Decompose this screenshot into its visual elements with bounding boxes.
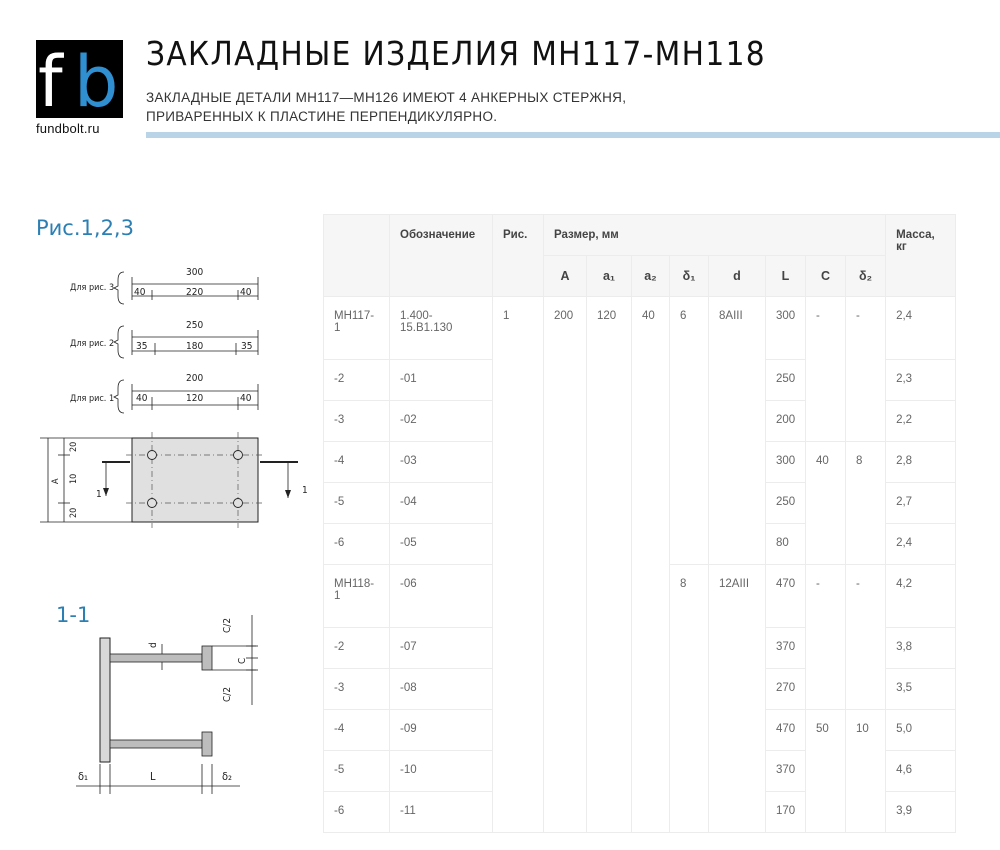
header-mass [886,215,956,297]
cut-mark-right: 1 [302,485,308,496]
cell-L: 470 [766,710,806,751]
cell-designation: -04 [390,483,493,524]
cell-designation: -11 [390,792,493,833]
cell-designation: -02 [390,401,493,442]
cell-mass: 2,4 [886,524,956,565]
cell-designation: 1.400-15.В1.130 [390,297,493,360]
cell-mark: -6 [324,792,390,833]
cell-delta2: 10 [846,710,886,833]
cell-designation: -05 [390,524,493,565]
dim-right-fig2: 35 [241,341,253,352]
cell-L: 200 [766,401,806,442]
anchor-hole [148,499,157,508]
cell-mark: МН117-1 [324,297,390,360]
table-row [324,297,956,360]
section-rod [110,740,202,748]
cell-mark: -6 [324,524,390,565]
cell-mark: -3 [324,401,390,442]
cell-mass: 2,4 [886,297,956,360]
cell-a1: 120 [587,297,632,833]
subtitle-line-2: ПРИВАРЕННЫХ К ПЛАСТИНЕ ПЕРПЕНДИКУЛЯРНО. [146,109,498,124]
table-header-row [324,215,956,256]
dim-mid-fig1: 120 [186,393,204,404]
header-mass-line2: кг [896,241,907,253]
header-size: Размер, мм [544,215,886,256]
cut-mark-left: 1 [96,489,102,500]
logo-caption[interactable]: fundbolt.ru [36,121,100,136]
logo-letter-f: f [38,41,63,118]
cell-delta2: - [846,297,886,442]
cell-designation: -03 [390,442,493,483]
cell-designation: -07 [390,628,493,669]
cell-d: 8AIII [709,297,766,565]
section-c: С [237,657,248,664]
cell-L: 250 [766,483,806,524]
rod-washer [202,646,212,670]
cell-mass: 4,6 [886,751,956,792]
cell-A: 200 [544,297,587,833]
cell-mass: 3,5 [886,669,956,710]
section-delta1: δ₁ [78,770,89,783]
cell-L: 470 [766,565,806,628]
dim-total-fig1: 200 [186,373,204,384]
cell-C: 40 [806,442,846,565]
cell-mark: -2 [324,628,390,669]
section-plate [100,638,110,762]
dim-right-fig3: 40 [240,287,252,298]
cell-designation: -10 [390,751,493,792]
spec-table [323,214,956,833]
technical-drawing [0,0,320,850]
plan-dim-top: 20 [69,441,79,452]
cell-mark: -3 [324,669,390,710]
cell-delta1: 8 [670,565,709,833]
cell-delta1: 6 [670,297,709,565]
cell-L: 250 [766,360,806,401]
dim-label-fig2: Для рис. 2 [70,339,115,349]
dim-left-fig1: 40 [136,393,148,404]
cell-L: 300 [766,442,806,483]
section-delta2: δ₂ [222,770,233,783]
cell-a2: 40 [632,297,670,833]
cell-mass: 2,7 [886,483,956,524]
plan-dim-mid: 10 [69,473,79,484]
cell-L: 170 [766,792,806,833]
dim-left-fig2: 35 [136,341,148,352]
header-L: L [766,256,806,297]
cell-designation: -08 [390,669,493,710]
header-delta2: δ₂ [846,256,886,297]
section-rod [110,654,202,662]
cell-designation: -06 [390,565,493,628]
cell-L: 300 [766,297,806,360]
cell-mass: 2,3 [886,360,956,401]
section-l: L [150,770,156,783]
header-d: d [709,256,766,297]
cell-fig: 1 [493,297,544,833]
subtitle-line-1: ЗАКЛАДНЫЕ ДЕТАЛИ МН117—МН126 ИМЕЮТ 4 АНКЕРНЫХ СТЕРЖНЯ, [146,90,627,105]
dim-mid-fig2: 180 [186,341,204,352]
header-delta1: δ₁ [670,256,709,297]
dim-label-fig3: Для рис. 3 [70,283,115,293]
header-a2: a₂ [632,256,670,297]
section-c-half-bottom: С/2 [222,686,233,702]
rod-washer [202,732,212,756]
dim-mid-fig3: 220 [186,287,204,298]
header-C: C [806,256,846,297]
cell-delta2: - [846,565,886,710]
cell-mark: -4 [324,442,390,483]
header-mark [324,215,390,297]
header-A: A [544,256,587,297]
dim-total-fig3: 300 [186,267,204,278]
cell-mass: 2,2 [886,401,956,442]
page-title: ЗАКЛАДНЫЕ ИЗДЕЛИЯ МН117-МН118 [146,34,767,73]
cell-mark: -4 [324,710,390,751]
anchor-hole [148,451,157,460]
cell-designation: -01 [390,360,493,401]
section-label: 1-1 [56,603,91,627]
cell-mass: 5,0 [886,710,956,751]
cell-d: 12AIII [709,565,766,833]
header-fig: Рис. [493,215,544,297]
logo-letter-b: b [74,41,119,118]
cell-mark: -2 [324,360,390,401]
cell-designation: -09 [390,710,493,751]
dim-left-fig3: 40 [134,287,146,298]
dim-total-fig2: 250 [186,320,204,331]
dim-right-fig1: 40 [240,393,252,404]
anchor-hole [234,451,243,460]
cell-mass: 3,9 [886,792,956,833]
cell-mark: -5 [324,483,390,524]
cell-delta2: 8 [846,442,886,565]
cell-mark: -5 [324,751,390,792]
plan-dim-a: А [51,478,61,484]
section-d: d [148,642,159,648]
cell-L: 80 [766,524,806,565]
anchor-hole [234,499,243,508]
cell-L: 270 [766,669,806,710]
cell-mass: 2,8 [886,442,956,483]
cell-mass: 3,8 [886,628,956,669]
plan-dim-bottom: 20 [69,507,79,518]
cell-mark: МН118-1 [324,565,390,628]
cell-L: 370 [766,628,806,669]
header-mass-line1: Масса, [896,229,935,241]
cell-C: - [806,565,846,710]
header-a1: a₁ [587,256,632,297]
figure-label: Рис.1,2,3 [36,216,134,240]
cell-C: - [806,297,846,442]
cell-L: 370 [766,751,806,792]
cell-mass: 4,2 [886,565,956,628]
dim-label-fig1: Для рис. 1 [70,394,115,404]
section-c-half-top: С/2 [222,617,233,633]
cell-C: 50 [806,710,846,833]
header-designation: Обозначение [390,215,493,297]
